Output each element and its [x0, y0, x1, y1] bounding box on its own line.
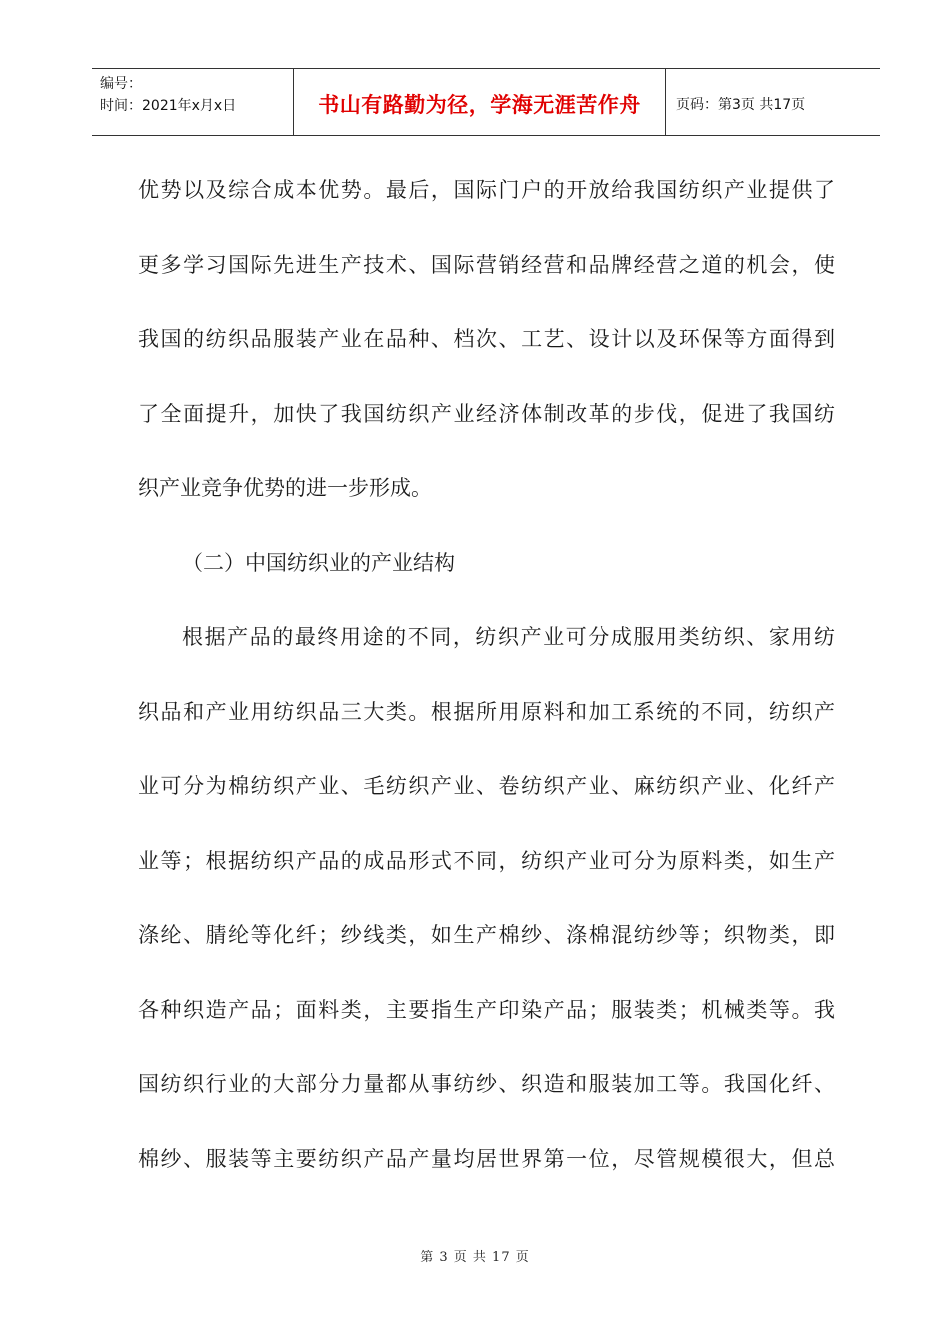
header-motto: 书山有路勤为径，学海无涯苦作舟: [293, 69, 666, 135]
header-meta: [92, 69, 293, 135]
body-line: 了全面提升，加快了我国纺织产业经济体制改革的步伐，促进了我国纺: [138, 401, 835, 426]
body-line: 根据产品的最终用途的不同，纺织产业可分成服用类纺织、家用纺: [182, 625, 835, 649]
header-page-number: 页码：第3页 共17页: [676, 97, 806, 113]
body-line: 织产业竞争优势的进一步形成。: [138, 476, 432, 500]
body-line: 更多学习国际先进生产技术、国际营销经营和品牌经营之道的机会，使: [138, 252, 835, 277]
body-line: 织品和产业用纺织品三大类。根据所用原料和加工系统的不同，纺织产: [138, 699, 835, 724]
body-line: 业可分为棉纺织产业、毛纺织产业、卷纺织产业、麻纺织产业、化纤产: [138, 774, 835, 798]
body-line: 棉纱、服装等主要纺织产品产量均居世界第一位，尽管规模很大，但总: [138, 1146, 835, 1171]
body-line: 涤纶、腈纶等化纤；纱线类，如生产棉纱、涤棉混纺纱等；织物类，即: [138, 923, 835, 947]
body-line: 国纺织行业的大部分力量都从事纺纱、织造和服装加工等。我国化纤、: [138, 1072, 835, 1096]
document-body: [138, 153, 835, 1196]
body-line: 各种织造产品；面料类，主要指生产印染产品；服装类；机械类等。我: [138, 997, 835, 1022]
body-line: 业等；根据纺织产品的成品形式不同，纺织产业可分为原料类，如生产: [138, 848, 835, 873]
page-footer: 第 3 页 共 17 页: [420, 1250, 530, 1265]
document-time: 时间：2021年x月x日: [100, 98, 237, 114]
section-heading: （二）中国纺织业的产业结构: [182, 550, 455, 575]
body-line: 优势以及综合成本优势。最后，国际门户的开放给我国纺织产业提供了: [138, 178, 835, 202]
page-header: [92, 68, 880, 136]
body-line: 我国的纺织品服装产业在品种、档次、工艺、设计以及环保等方面得到: [138, 327, 835, 351]
document-number: 编号：: [100, 76, 142, 92]
